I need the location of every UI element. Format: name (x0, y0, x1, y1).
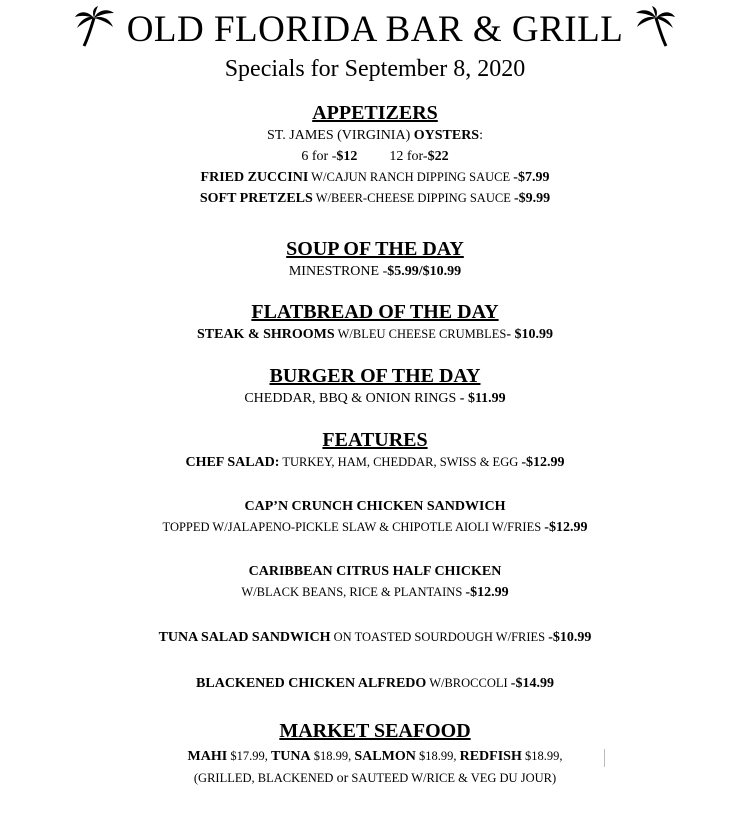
chef-salad-item: CHEF SALAD: TURKEY, HAM, CHEDDAR, SWISS & EGG -$12.99 (185, 455, 565, 470)
soup-item: MINESTRONE -$5.99/$10.99 (288, 264, 462, 279)
specials-date-subtitle: Specials for September 8, 2020 (224, 56, 526, 82)
oysters-prices: 6 for -$12 12 for-$22 (301, 149, 449, 164)
features-heading: FEATURES (322, 429, 428, 451)
flatbread-item: STEAK & SHROOMS W/BLEU CHEESE CRUMBLES- $10.99 (196, 327, 554, 342)
flatbread-heading: FLATBREAD OF THE DAY (251, 301, 499, 323)
chicken-alfredo-item: BLACKENED CHICKEN ALFREDO W/BROCCOLI -$14.99 (196, 676, 554, 691)
burger-heading: BURGER OF THE DAY (269, 365, 481, 387)
palm-tree-icon (634, 6, 676, 48)
caribbean-chicken-desc: W/BLACK BEANS, RICE & PLANTAINS -$12.99 (241, 585, 509, 600)
fried-zuccini-item: FRIED ZUCCINI W/CAJUN RANCH DIPPING SAUCE -$7.99 (200, 170, 550, 185)
capn-crunch-name: CAP’N CRUNCH CHICKEN SANDWICH (244, 499, 506, 514)
burger-item: CHEDDAR, BBQ & ONION RINGS - $11.99 (244, 391, 506, 406)
seafood-prices: MAHI $17.99, TUNA $18.99, SALMON $18.99, REDFISH $18.99, (187, 749, 563, 764)
soup-heading: SOUP OF THE DAY (286, 238, 464, 260)
caribbean-chicken-name: CARIBBEAN CITRUS HALF CHICKEN (248, 564, 502, 579)
appetizers-heading: APPETIZERS (312, 102, 438, 124)
capn-crunch-desc: TOPPED W/JALAPENO-PICKLE SLAW & CHIPOTLE AIOLI W/FRIES -$12.99 (162, 520, 588, 535)
tuna-salad-item: TUNA SALAD SANDWICH ON TOASTED SOURDOUGH W/FRIES -$10.99 (158, 630, 592, 645)
soft-pretzels-item: SOFT PRETZELS W/BEER-CHEESE DIPPING SAUCE -$9.99 (199, 191, 551, 206)
seafood-preparation: (GRILLED, BLACKENED or SAUTEED W/RICE & VEG DU JOUR) (193, 771, 557, 786)
restaurant-title: OLD FLORIDA BAR & GRILL (126, 9, 624, 50)
oysters-line: ST. JAMES (VIRGINIA) OYSTERS: (267, 128, 483, 143)
text-cursor-divider (604, 749, 605, 767)
market-seafood-heading: MARKET SEAFOOD (279, 720, 471, 742)
